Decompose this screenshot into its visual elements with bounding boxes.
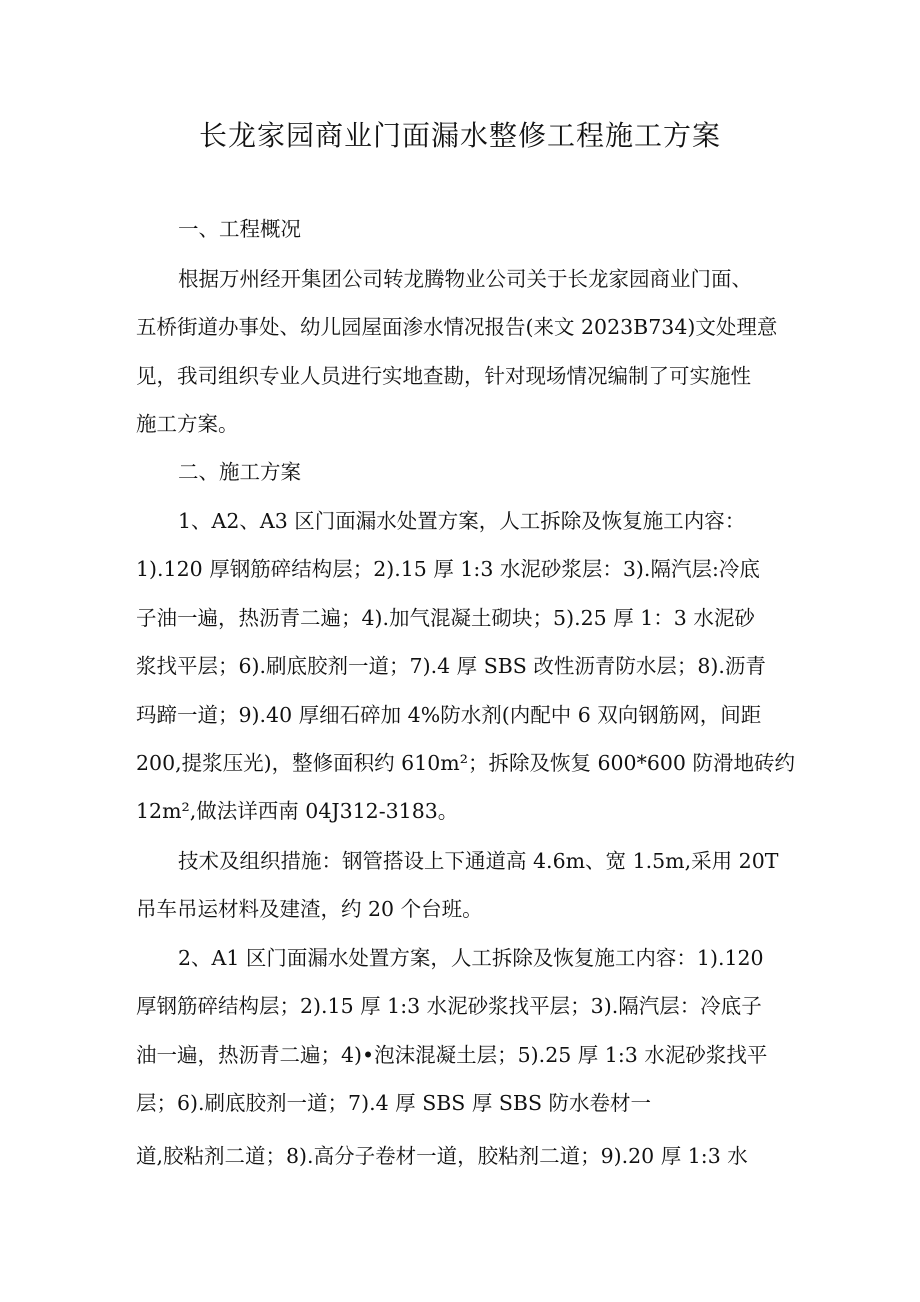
paragraph-line: 技术及组织措施：钢管搭设上下通道高 4.6m、宽 1.5m,采用 20T <box>178 849 779 873</box>
paragraph-line: 施工方案。 <box>136 412 239 436</box>
paragraph-line: 五桥街道办事处、幼儿园屋面渗水情况报告(来文 2023B734)文处理意 <box>136 315 778 339</box>
paragraph-line: 根据万州经开集团公司转龙腾物业公司关于长龙家园商业门面、 <box>178 267 752 291</box>
paragraph-line: 厚钢筋碎结构层；2).15 厚 1:3 水泥砂浆找平层；3).隔汽层：冷底子 <box>136 994 762 1018</box>
paragraph-line: 200,提浆压光)，整修面积约 610m²；拆除及恢复 600*600 防滑地砖约 <box>136 751 795 775</box>
paragraph-line: 玛蹄一道；9).40 厚细石碎加 4%防水剂(内配中 6 双向钢筋网，间距 <box>136 703 762 727</box>
paragraph-line: 吊车吊运材料及建渣，约 20 个台班。 <box>136 897 483 921</box>
document-title: 长龙家园商业门面漏水整修工程施工方案 <box>198 119 721 152</box>
paragraph-line: 12m²,做法详西南 04J312-3183。 <box>136 799 459 823</box>
paragraph-line: 1).120 厚钢筋碎结构层；2).15 厚 1:3 水泥砂浆层：3).隔汽层:冷底 <box>136 557 760 581</box>
paragraph-line: 2、A1 区门面漏水处置方案，人工拆除及恢复施工内容：1).120 <box>178 946 764 970</box>
paragraph-line: 见，我司组织专业人员进行实地查勘，针对现场情况编制了可实施性 <box>136 364 751 388</box>
paragraph-line: 层；6).刷底胶剂一道；7).4 厚 SBS 厚 SBS 防水卷材一 <box>136 1091 652 1115</box>
paragraph-line: 道,胶粘剂二道；8).高分子卷材一道，胶粘剂二道；9).20 厚 1:3 水 <box>136 1144 748 1168</box>
section-heading-plan: 二、施工方案 <box>178 460 301 484</box>
section-heading-overview: 一、工程概况 <box>178 217 301 241</box>
paragraph-line: 浆找平层；6).刷底胶剂一道；7).4 厚 SBS 改性沥青防水层；8).沥青 <box>136 654 766 678</box>
paragraph-line: 油一遍，热沥青二遍；4)•泡沫混凝土层；5).25 厚 1:3 水泥砂浆找平 <box>136 1043 768 1067</box>
paragraph-line: 子油一遍，热沥青二遍；4).加气混凝土砌块；5).25 厚 1：3 水泥砂 <box>136 606 755 630</box>
paragraph-line: 1、A2、A3 区门面漏水处置方案，人工拆除及恢复施工内容： <box>178 509 746 533</box>
